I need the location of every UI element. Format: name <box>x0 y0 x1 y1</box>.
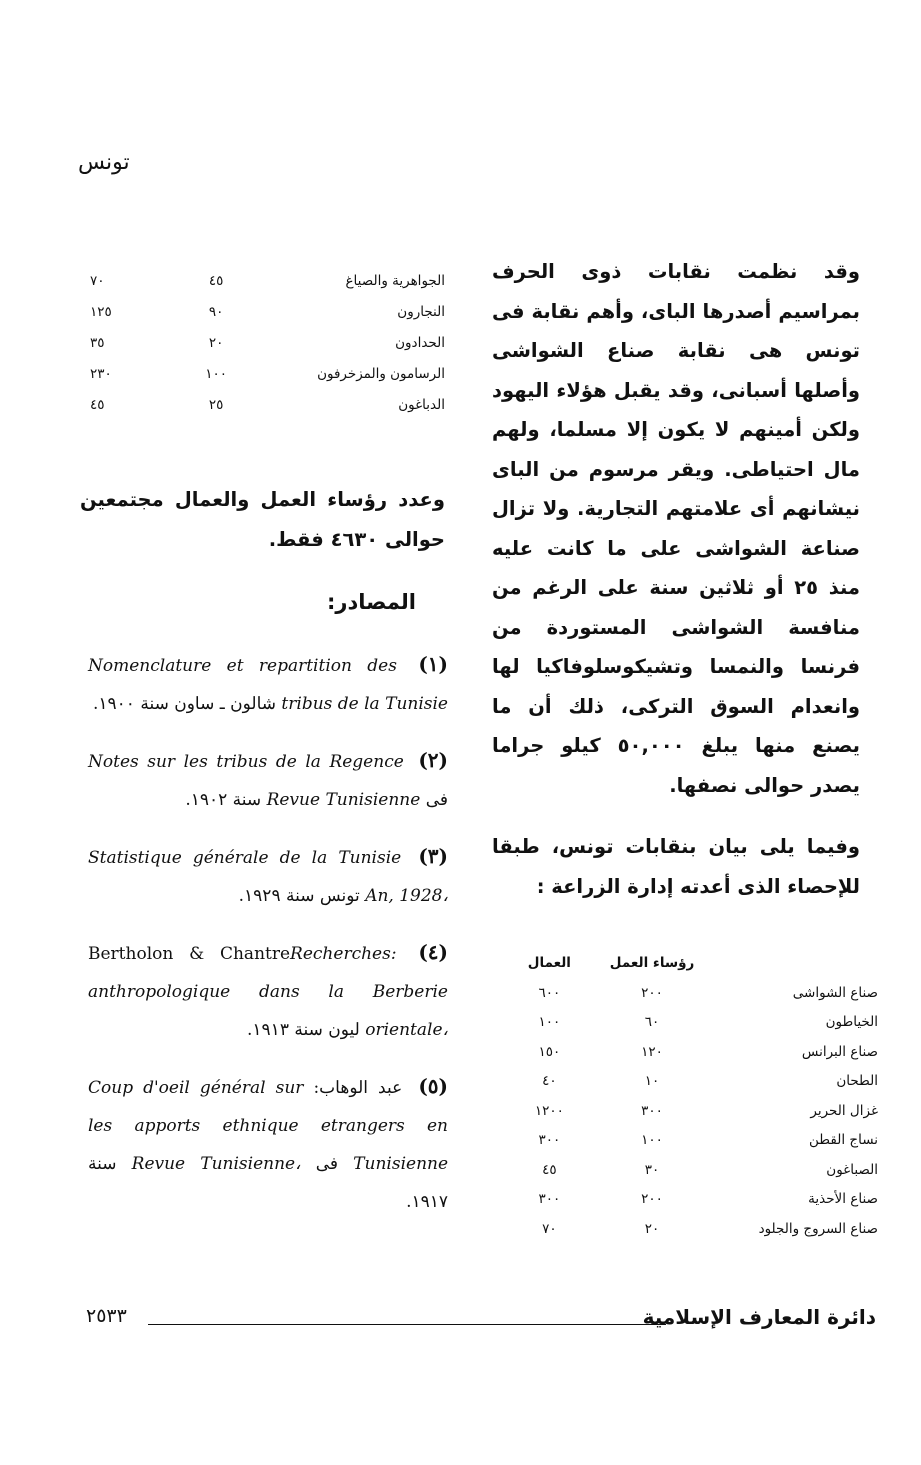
row-workers: ٣٠٠ <box>538 1191 561 1208</box>
ref-arabic-text: سنة ١٩١٧. <box>88 1154 448 1212</box>
row-workers: ١٢٠٠ <box>534 1102 564 1119</box>
row-workers: ٤٥ <box>542 1161 557 1178</box>
body-paragraph-1: وقد نظمت نقابات ذوى الحرف بمراسيم أصدرها الباى، وأهم نقابة فى تونس هى نقابة صناع الشواشى وأصلها أسبانى، وقد يقبل هؤلاء اليهود ولكن أمينهم لا يكون إلا مسلما، ولهم مال احتياطى. ويقر مرسوم من الباى نيشانهم أى علامتهم التجارية. ولا تزال صناعة الشواشى على ما كانت عليه منذ ٢٥ أو ثلاثين سنة على الرغم من منافسة الشواشى المستوردة من فرنسا والنمسا وتشيكوسلوفاكيا لها وانعدام السوق التركى، ذلك أن ما يصنع منها يبلغ ٥٠,٠٠٠ كيلو جراما يصدر حوالى نصفها. <box>492 260 860 797</box>
row-workers: ٤٥ <box>90 396 105 413</box>
row-name: الحدادون <box>395 334 445 351</box>
page-footer <box>86 1305 876 1335</box>
row-heads: ١٠٠ <box>641 1132 663 1149</box>
table-row <box>498 1096 878 1126</box>
ref-latin-title: Coup d'oeil général sur les apports ethnique etrangers en Tunisienne <box>88 1078 449 1174</box>
row-heads: ٩٠ <box>208 303 224 320</box>
ref-number: (٥) <box>418 1074 449 1098</box>
col-header-heads: رؤساء العمل <box>609 955 695 971</box>
table-row <box>80 327 445 358</box>
table-row <box>498 1037 878 1067</box>
ref-arabic-text: ليون سنة ١٩١٣. <box>247 1020 360 1040</box>
row-name: صناع البرانس <box>801 1043 878 1060</box>
row-workers: ٦٠٠ <box>538 984 561 1001</box>
row-name: الخياطون <box>825 1014 878 1031</box>
ref-number: (٤) <box>418 940 448 964</box>
body-paragraph-2: وفيما يلى بيان بنقابات تونس، طبقا للإحصاء الذى أعدته إدارة الزراعة : <box>492 835 860 898</box>
table-row <box>498 978 878 1008</box>
reference-item <box>88 645 448 723</box>
ref-number: (٣) <box>418 844 448 868</box>
row-name: الدباغون <box>398 396 445 413</box>
ref-arabic-prefix: فى <box>425 790 448 810</box>
summary-paragraph: وعدد رؤساء العمل والعمال مجتمعين حوالى ٤٦٣٠ فقط. <box>80 488 445 551</box>
footer-rule <box>148 1324 666 1325</box>
table-row <box>498 1067 878 1097</box>
row-heads: ٣٠ <box>644 1161 660 1178</box>
ref-arabic-text: تونس سنة ١٩٢٩. <box>238 886 360 906</box>
row-name: صناع الأحذية <box>808 1191 878 1208</box>
ref-latin-date: An, 1928، <box>365 886 448 906</box>
col-header-workers: العمال <box>527 955 571 971</box>
row-heads: ١٠٠ <box>205 365 228 382</box>
row-name: صناع الشواشى <box>792 984 878 1001</box>
ref-number: (١) <box>418 652 449 676</box>
row-heads: ٦٠ <box>644 1014 660 1031</box>
row-heads: ٢٠ <box>644 1220 660 1237</box>
ref-latin-journal: Revue Tunisienne <box>266 790 421 810</box>
ref-latin-journal: Revue Tunisienne، <box>131 1154 301 1174</box>
references-list <box>88 645 448 1239</box>
reference-item <box>88 837 448 915</box>
sources-heading: المصادر: <box>326 590 416 614</box>
ref-latin-title: Notes sur les tribus de la Regence <box>88 752 404 772</box>
col-header-name <box>703 948 878 978</box>
footer-title: دائرة المعارف الإسلامية <box>642 1305 876 1329</box>
row-name: الصباغون <box>826 1161 878 1178</box>
table-row <box>498 1214 878 1244</box>
row-name: الجواهرية والصياغ <box>345 272 445 289</box>
row-name: الرسامون والمزخرفون <box>317 365 445 382</box>
table-header-row <box>498 948 878 978</box>
row-heads: ٢٠ <box>208 334 224 351</box>
row-heads: ٢٠٠ <box>641 984 663 1001</box>
ref-arabic-mid: فى <box>315 1154 339 1174</box>
row-workers: ٣٥ <box>90 334 105 351</box>
row-heads: ١٢٠ <box>641 1043 663 1060</box>
continued-stats-table <box>80 265 445 420</box>
table-row <box>498 1008 878 1038</box>
table-row <box>80 296 445 327</box>
ref-latin-title: anthropologique dans la Berberie orientale، <box>88 982 448 1040</box>
table-row <box>498 1155 878 1185</box>
ref-latin-prefix: Recherches: <box>290 944 397 964</box>
row-name: النجارون <box>397 303 445 320</box>
row-workers: ٧٠ <box>542 1220 557 1237</box>
row-heads: ١٠ <box>644 1073 660 1090</box>
row-workers: ٣٠٠ <box>538 1132 561 1149</box>
ref-arabic-author: عبد الوهاب: <box>313 1078 403 1098</box>
table-row <box>498 1185 878 1215</box>
ref-number: (٢) <box>418 748 449 772</box>
row-workers: ١٠٠ <box>538 1014 561 1031</box>
table-row <box>498 1126 878 1156</box>
page-number: ٢٥٣٣ <box>86 1305 127 1327</box>
reference-item <box>88 1067 448 1221</box>
row-workers: ١٢٥ <box>90 303 112 320</box>
row-heads: ٣٠٠ <box>641 1102 663 1119</box>
table-row <box>80 265 445 296</box>
row-heads: ٢٥ <box>208 396 224 413</box>
row-workers: ٢٣٠ <box>90 365 112 382</box>
row-name: الطحان <box>836 1073 878 1090</box>
row-workers: ٧٠ <box>90 272 105 289</box>
table-row <box>80 389 445 420</box>
page-header: تونس <box>78 150 130 175</box>
row-workers: ١٥٠ <box>538 1043 561 1060</box>
row-name: صناع السروج والجلود <box>758 1220 878 1237</box>
right-column <box>492 252 860 906</box>
ref-arabic-text: سنة ١٩٠٢. <box>185 790 262 810</box>
row-name: نساج القطن <box>809 1132 878 1149</box>
reference-item <box>88 741 448 819</box>
row-heads: ٤٥ <box>208 272 224 289</box>
ref-arabic-text: شالون ـ ساون سنة ١٩٠٠. <box>93 694 277 714</box>
ref-latin-title: Statistique générale de la Tunisie <box>88 848 402 868</box>
row-name: غزال الحرير <box>810 1102 878 1119</box>
row-workers: ٤٠ <box>542 1073 557 1090</box>
guild-stats-table <box>498 948 878 1244</box>
row-heads: ٢٠٠ <box>641 1191 663 1208</box>
table-row <box>80 358 445 389</box>
ref-latin-authors: Bertholon & Chantre <box>88 944 291 964</box>
reference-item <box>88 933 448 1049</box>
ref-latin-title: Nomenclature et repartition des tribus de la Tunisie <box>88 656 448 714</box>
